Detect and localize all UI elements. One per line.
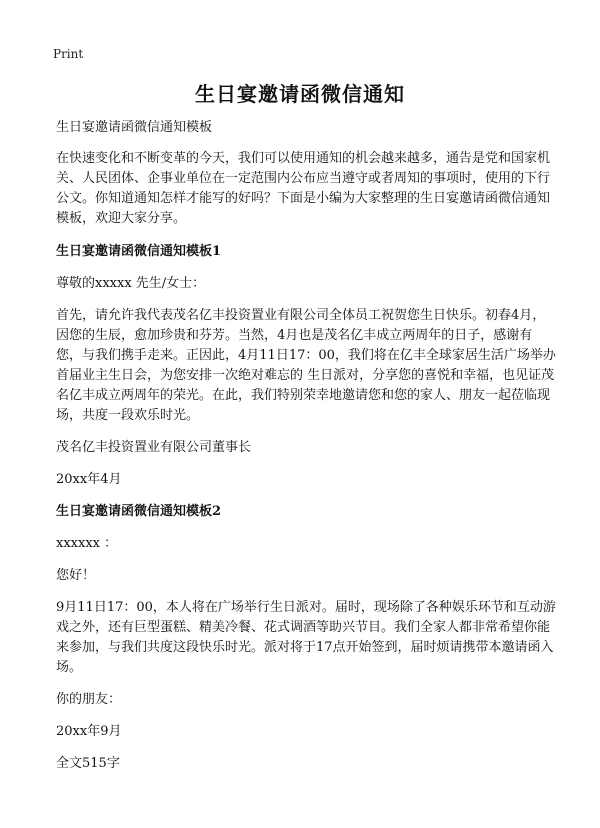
template1-heading: 生日宴邀请函微信通知模板1 <box>56 244 222 259</box>
word-count: 全文515字 <box>56 756 120 771</box>
template1-date: 20xx年4月 <box>56 472 122 487</box>
document-body <box>56 118 556 774</box>
template2-greeting: xxxxxx ： <box>56 536 118 551</box>
template1-greeting: 尊敬的xxxxx 先生/女士： <box>56 276 206 291</box>
template2-date: 20xx年9月 <box>56 724 122 739</box>
template2-salutation: 您好！ <box>56 568 96 583</box>
template2-signature: 你的朋友： <box>56 692 122 707</box>
page-title: 生日宴邀请函微信通知 <box>195 82 405 106</box>
intro-paragraph: 在快速变化和不断变革的今天，我们可以使用通知的机会越来越多，通告是党和国家机关、人民团体、企事业单位在一定范围内公布应当遵守或者周知的事项时，使用的下行公文。你知道通知怎样才能写的好吗？下面是小编为大家整理的生日宴邀请函微信通知模板，欢迎大家分享。 <box>56 151 551 226</box>
template1-signature: 茂名亿丰投资置业有限公司董事长 <box>56 440 252 455</box>
template2-body: 9月11日17：00，本人将在广场举行生日派对。届时，现场除了各种娱乐环节和互动游戏之外，还有巨型蛋糕、精美冷餐、花式调酒等助兴节目。我们全家人都非常希望你能来参加，与我们共度这段快乐时光。派对将于17点开始签到，届时烦请携带本邀请函入场。 <box>56 600 556 675</box>
template2-heading: 生日宴邀请函微信通知模板2 <box>56 504 222 519</box>
subtitle: 生日宴邀请函微信通知模板 <box>56 120 213 135</box>
print-link[interactable]: Print <box>53 47 84 61</box>
template1-body: 首先，请允许我代表茂名亿丰投资置业有限公司全体员工祝贺您生日快乐。初春4月，因您的生辰，愈加珍贵和芬芳。当然，4月也是茂名亿丰成立两周年的日子，感谢有您，与我们携手走来。正因此，4月11日17：00，我们将在亿丰全球家居生活广场举办首届业主生日会，为您安排一次绝对难忘的 生日派对，分享您的喜悦和幸福，也见证茂名亿丰成立两周年的荣光。在此，我们特别荣幸地邀请您和您的家人、朋友一起莅临现场，共度一段欢乐时光。 <box>56 308 556 423</box>
